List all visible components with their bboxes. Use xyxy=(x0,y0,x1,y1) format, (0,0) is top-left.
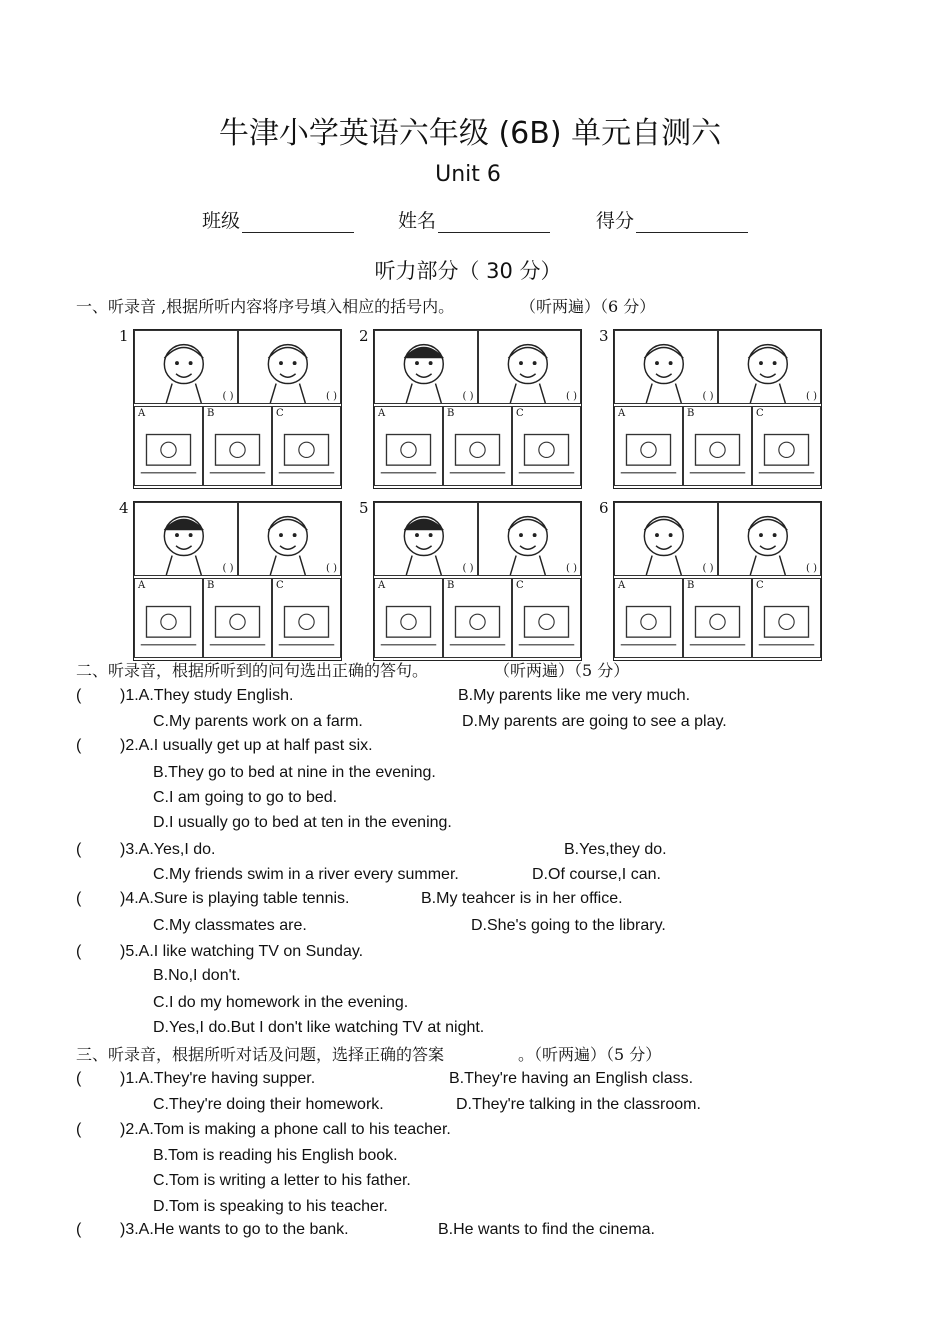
s2-q2-d: D.I usually go to bed at ten in the evening. xyxy=(153,814,452,831)
face-icon xyxy=(375,331,477,403)
answer-bracket[interactable]: ( ) xyxy=(326,563,337,574)
option-letter: B xyxy=(447,580,455,591)
option-picture[interactable] xyxy=(512,406,581,486)
picture-panel xyxy=(373,501,582,661)
face-picture xyxy=(478,502,582,576)
face-icon xyxy=(615,503,717,575)
face-icon xyxy=(479,331,581,403)
s3-q1-a: )1.A.They're having supper. xyxy=(120,1070,316,1087)
option-picture[interactable] xyxy=(683,406,752,486)
answer-bracket[interactable]: ( ) xyxy=(566,563,577,574)
panel-number: 6 xyxy=(599,499,609,517)
s3-q3-a: )3.A.He wants to go to the bank. xyxy=(120,1221,349,1238)
face-picture xyxy=(238,330,342,404)
option-letter: B xyxy=(207,408,215,419)
answer-paren[interactable]: ( xyxy=(76,890,82,907)
option-letter: A xyxy=(378,580,386,591)
face-picture xyxy=(134,502,238,576)
option-picture[interactable] xyxy=(752,406,821,486)
option-picture[interactable] xyxy=(683,578,752,658)
section2-instruction: 二、听录音，根据所听到的问句选出正确的答句。 xyxy=(76,661,429,680)
name-label: 姓名 xyxy=(398,210,437,232)
answer-paren[interactable]: ( xyxy=(76,943,82,960)
answer-bracket[interactable]: ( ) xyxy=(702,563,714,574)
answer-bracket[interactable]: ( ) xyxy=(222,391,234,402)
score-field[interactable] xyxy=(596,206,748,233)
class-label: 班级 xyxy=(202,210,241,232)
panel-number: 2 xyxy=(359,327,369,345)
s2-q4-d: D.She's going to the library. xyxy=(471,917,666,934)
face-icon xyxy=(375,503,477,575)
option-picture[interactable] xyxy=(512,578,581,658)
s2-q3-b: B.Yes,they do. xyxy=(564,841,667,858)
s2-q1-c: C.My parents work on a farm. xyxy=(153,713,363,730)
unit-subtitle: Unit 6 xyxy=(435,162,501,187)
s3-q1-d: D.They're talking in the classroom. xyxy=(456,1096,701,1113)
face-icon xyxy=(479,503,581,575)
s3-q3-b: B.He wants to find the cinema. xyxy=(438,1221,655,1238)
option-letter: A xyxy=(618,580,626,591)
s2-q1-d: D.My parents are going to see a play. xyxy=(462,713,727,730)
s2-q4-a: )4.A.Sure is playing table tennis. xyxy=(120,890,350,907)
face-icon xyxy=(135,331,237,403)
option-letter: C xyxy=(756,408,764,419)
s3-q2-c: C.Tom is writing a letter to his father. xyxy=(153,1172,411,1189)
option-picture[interactable] xyxy=(443,406,512,486)
option-picture[interactable] xyxy=(272,406,341,486)
panel-number: 1 xyxy=(119,327,129,345)
option-picture[interactable] xyxy=(272,578,341,658)
listening-title: 听力部分（ 30 分） xyxy=(374,259,562,283)
score-label: 得分 xyxy=(596,210,635,232)
answer-paren[interactable]: ( xyxy=(76,841,82,858)
section3-note: 。（听两遍）（5 分） xyxy=(518,1045,662,1064)
picture-panel xyxy=(133,501,342,661)
face-picture xyxy=(238,502,342,576)
answer-paren[interactable]: ( xyxy=(76,1070,82,1087)
s2-q2-b: B.They go to bed at nine in the evening. xyxy=(153,764,436,781)
s3-q1-c: C.They're doing their homework. xyxy=(153,1096,384,1113)
option-letter: C xyxy=(276,580,284,591)
answer-bracket[interactable]: ( ) xyxy=(806,391,817,402)
face-picture xyxy=(614,330,718,404)
answer-bracket[interactable]: ( ) xyxy=(806,563,817,574)
face-picture xyxy=(718,330,822,404)
face-picture xyxy=(718,502,822,576)
option-picture[interactable] xyxy=(752,578,821,658)
answer-paren[interactable]: ( xyxy=(76,737,82,754)
section2-note: （听两遍）（5 分） xyxy=(494,661,630,680)
picture-panel xyxy=(613,329,822,489)
class-blank[interactable] xyxy=(242,214,354,233)
option-letter: C xyxy=(276,408,284,419)
answer-bracket[interactable]: ( ) xyxy=(462,563,474,574)
option-picture[interactable] xyxy=(374,406,443,486)
face-icon xyxy=(135,503,237,575)
s3-q1-b: B.They're having an English class. xyxy=(449,1070,694,1087)
s2-q5-c: C.I do my homework in the evening. xyxy=(153,994,409,1011)
panel-number: 4 xyxy=(119,499,129,517)
s2-q4-c: C.My classmates are. xyxy=(153,917,307,934)
option-letter: A xyxy=(138,580,146,591)
s2-q5-d: D.Yes,I do.But I don't like watching TV at night. xyxy=(153,1019,485,1036)
option-letter: B xyxy=(447,408,455,419)
face-picture xyxy=(614,502,718,576)
s2-q3-d: D.Of course,I can. xyxy=(532,866,661,883)
option-letter: A xyxy=(378,408,386,419)
s2-q5-a: )5.A.I like watching TV on Sunday. xyxy=(120,943,364,960)
option-picture[interactable] xyxy=(134,406,203,486)
s2-q4-b: B.My teahcer is in her office. xyxy=(421,890,623,907)
answer-bracket[interactable]: ( ) xyxy=(702,391,714,402)
panel-number: 5 xyxy=(359,499,369,517)
option-picture[interactable] xyxy=(203,578,272,658)
picture-panel xyxy=(373,329,582,489)
s3-q2-d: D.Tom is speaking to his teacher. xyxy=(153,1198,388,1215)
face-picture xyxy=(478,330,582,404)
page-title: 牛津小学英语六年级 (6B) 单元自测六 xyxy=(218,116,722,151)
picture-grid xyxy=(115,321,822,657)
score-blank[interactable] xyxy=(636,214,748,233)
option-picture[interactable] xyxy=(614,578,683,658)
picture-panel xyxy=(613,501,822,661)
face-picture xyxy=(374,502,478,576)
section1-note: （听两遍）（6 分） xyxy=(520,297,656,316)
option-picture[interactable] xyxy=(134,578,203,658)
s2-q1-a: )1.A.They study English. xyxy=(120,687,294,704)
s3-q2-a: )2.A.Tom is making a phone call to his teacher. xyxy=(120,1121,451,1138)
option-letter: B xyxy=(687,408,695,419)
answer-paren[interactable]: ( xyxy=(76,1221,82,1238)
option-picture[interactable] xyxy=(374,578,443,658)
option-letter: A xyxy=(138,408,146,419)
section1-instruction: 一、听录音 ,根据所听内容将序号填入相应的括号内。 xyxy=(76,297,455,316)
option-letter: B xyxy=(687,580,695,591)
s2-q5-b: B.No,I don't. xyxy=(153,967,241,984)
s2-q2-c: C.I am going to go to bed. xyxy=(153,789,338,806)
option-letter: A xyxy=(618,408,626,419)
name-field[interactable] xyxy=(398,206,550,233)
option-letter: B xyxy=(207,580,215,591)
face-icon xyxy=(615,331,717,403)
option-letter: C xyxy=(516,580,524,591)
name-blank[interactable] xyxy=(438,214,550,233)
option-letter: C xyxy=(756,580,764,591)
option-picture[interactable] xyxy=(614,406,683,486)
answer-bracket[interactable]: ( ) xyxy=(566,391,577,402)
option-picture[interactable] xyxy=(203,406,272,486)
s2-q3-a: )3.A.Yes,I do. xyxy=(120,841,216,858)
option-letter: C xyxy=(516,408,524,419)
answer-paren[interactable]: ( xyxy=(76,687,82,704)
face-picture xyxy=(374,330,478,404)
panel-number: 3 xyxy=(599,327,609,345)
face-icon xyxy=(239,503,341,575)
answer-paren[interactable]: ( xyxy=(76,1121,82,1138)
s2-q1-b: B.My parents like me very much. xyxy=(458,687,691,704)
option-picture[interactable] xyxy=(443,578,512,658)
face-icon xyxy=(239,331,341,403)
s3-q2-b: B.Tom is reading his English book. xyxy=(153,1147,398,1164)
answer-bracket[interactable]: ( ) xyxy=(222,563,234,574)
face-icon xyxy=(719,331,821,403)
s2-q3-c: C.My friends swim in a river every summer. xyxy=(153,866,459,883)
s2-q2-a: )2.A.I usually get up at half past six. xyxy=(120,737,373,754)
section3-instruction: 三、听录音，根据所听对话及问题，选择正确的答案 xyxy=(76,1045,445,1064)
answer-bracket[interactable]: ( ) xyxy=(462,391,474,402)
face-picture xyxy=(134,330,238,404)
class-field[interactable] xyxy=(202,206,354,233)
answer-bracket[interactable]: ( ) xyxy=(326,391,337,402)
face-icon xyxy=(719,503,821,575)
picture-panel xyxy=(133,329,342,489)
